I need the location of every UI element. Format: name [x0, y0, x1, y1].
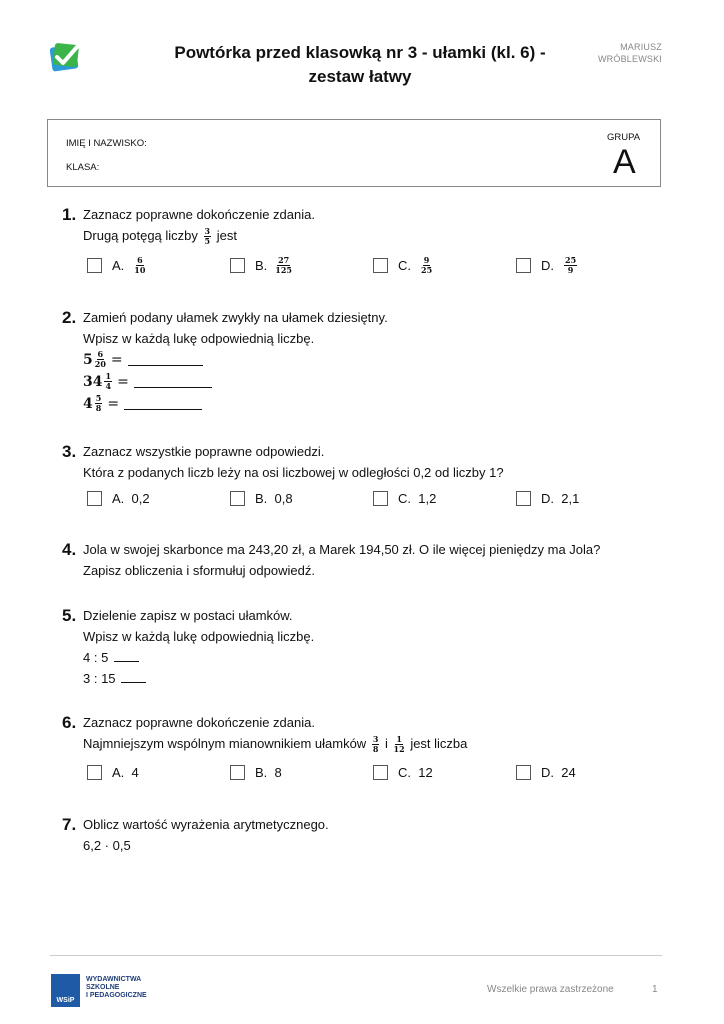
checkbox[interactable] — [230, 491, 245, 506]
fraction: $\frac{3}{5}$ — [204, 226, 211, 247]
author-name: MARIUSZ WRÓBLEWSKI — [597, 42, 662, 64]
copyright-text: Wszelkie prawa zastrzeżone — [487, 984, 614, 995]
answer-option-b[interactable]: B. $\frac{27}{125}$ — [230, 256, 294, 275]
answer-option-a[interactable]: A. 4 — [87, 765, 139, 780]
answer-option-d[interactable]: D. 2,1 — [516, 491, 579, 506]
checkbox[interactable] — [516, 765, 531, 780]
group-value: A — [613, 143, 636, 181]
wsip-logo-icon: WSiP — [51, 974, 80, 1007]
answer-option-a[interactable]: A. 0,2 — [87, 491, 150, 506]
checkbox[interactable] — [373, 258, 388, 273]
question-3-text: Zaznacz wszystkie poprawne odpowiedzi. Która z podanych liczb leży na osi liczbowej w odległości 0,2 od liczby 1? — [83, 444, 504, 480]
answer-blank[interactable] — [128, 353, 203, 366]
checkbox[interactable] — [87, 258, 102, 273]
student-info-box — [47, 119, 661, 187]
question-number: 1. — [62, 205, 77, 224]
checkbox[interactable] — [516, 258, 531, 273]
answer-option-c[interactable]: C. $\frac{9}{25}$ — [373, 256, 434, 275]
question-7-text: Oblicz wartość wyrażenia arytmetycznego. 6,2 · 0,5 — [83, 817, 329, 853]
checkbox[interactable] — [373, 491, 388, 506]
publisher-name: WYDAWNICTWA SZKOLNE I PEDAGOGICZNE — [86, 976, 147, 999]
question-number: 6. — [62, 713, 77, 732]
page-number: 1 — [652, 984, 658, 995]
question-6-text: Zaznacz poprawne dokończenie zdania. Najmniejszym wspólnym mianownikiem ułamków $\frac{3}{8}$ i $\frac{1}{12}$ jest liczba — [83, 715, 468, 755]
question-number: 4. — [62, 540, 77, 559]
answer-blank[interactable] — [114, 651, 139, 662]
checkbox[interactable] — [516, 491, 531, 506]
name-label: IMIĘ I NAZWISKO: — [66, 138, 147, 149]
question-number: 7. — [62, 815, 77, 834]
question-1-text: Zaznacz poprawne dokończenie zdania. Drugą potęgą liczby $\frac{3}{5}$ jest — [83, 207, 315, 247]
question-number: 5. — [62, 606, 77, 625]
checkbox[interactable] — [87, 765, 102, 780]
footer-divider — [50, 955, 662, 956]
answer-option-a[interactable]: A. $\frac{6}{10}$ — [87, 256, 147, 275]
answer-blank[interactable] — [124, 397, 202, 410]
question-2-text: Zamień podany ułamek zwykły na ułamek dziesiętny. Wpisz w każdą lukę odpowiednią liczbę. — [83, 310, 388, 346]
checkmark-logo-icon — [50, 42, 82, 72]
answer-option-c[interactable]: C. 1,2 — [373, 491, 436, 506]
question-number: 3. — [62, 442, 77, 461]
answer-option-d[interactable]: D. $\frac{25}{9}$ — [516, 256, 579, 275]
class-label: KLASA: — [66, 162, 100, 173]
mixed-number-row: 34 $\frac{1}{4}$ = — [83, 372, 212, 391]
checkbox[interactable] — [230, 258, 245, 273]
checkbox[interactable] — [87, 491, 102, 506]
group-label: GRUPA — [607, 132, 641, 143]
mixed-number-row: 4 $\frac{5}{8}$ = — [83, 394, 202, 413]
checkbox[interactable] — [373, 765, 388, 780]
question-4-text: Jola w swojej skarbonce ma 243,20 zł, a Marek 194,50 zł. O ile więcej pieniędzy ma Jola? Zapisz obliczenia i sformułuj odpowiedź. — [83, 542, 601, 578]
page-title: Powtórka przed klasowką nr 3 - ułamki (kl. 6) - zestaw łatwy — [174, 43, 546, 86]
answer-option-c[interactable]: C. 12 — [373, 765, 433, 780]
checkbox[interactable] — [230, 765, 245, 780]
answer-option-b[interactable]: B. 0,8 — [230, 491, 293, 506]
answer-option-b[interactable]: B. 8 — [230, 765, 282, 780]
answer-option-d[interactable]: D. 24 — [516, 765, 576, 780]
question-number: 2. — [62, 308, 77, 327]
question-5-text: Dzielenie zapisz w postaci ułamków. Wpisz w każdą lukę odpowiednią liczbę. 4 : 5 3 : 15 — [83, 608, 315, 686]
answer-blank[interactable] — [134, 375, 212, 388]
mixed-number-row: 5 $\frac{6}{20}$ = — [83, 350, 203, 369]
answer-blank[interactable] — [121, 672, 146, 683]
